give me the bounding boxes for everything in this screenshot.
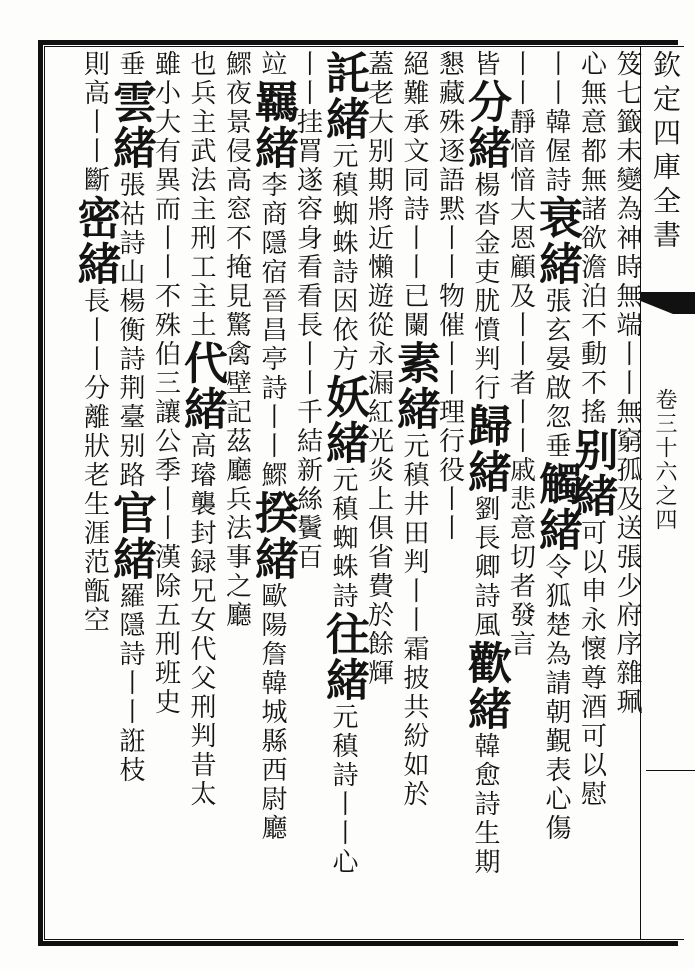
column-text: 者丨丨戚悲意切者發言 [505, 369, 536, 659]
column-text: 張祜詩山 [115, 171, 145, 287]
headword: 代緒 [176, 340, 227, 432]
column-text: 皆 [470, 50, 500, 79]
column-text: 藏殊逐語黙丨丨 [434, 79, 465, 282]
column-text: 千結新絲鬢百 [292, 398, 323, 572]
column-text: 丨丨挂罥遂容身 [292, 50, 323, 253]
text-column [612, 50, 642, 717]
column-text: 可以申永懷尊酒可以慰 [576, 519, 607, 809]
column-text: 歐陽詹韓城縣西尉廳 [257, 582, 287, 843]
column-text: 理行役丨丨 [434, 398, 465, 543]
headword: 素緒 [389, 340, 440, 432]
column-text: 雖小大有異而丨丨不殊 [150, 50, 181, 340]
column-text: 物催丨丨 [434, 282, 465, 398]
column-text: 長丨丨分離狀 [79, 287, 110, 461]
column-text: 壁記茲廳兵法事之廳 [221, 369, 252, 630]
text-column [389, 50, 440, 809]
text-column [566, 50, 618, 809]
headword: 分緒 [460, 79, 511, 171]
text-column [318, 50, 369, 877]
text-column [105, 50, 156, 785]
headword: 衰緒 [531, 195, 582, 287]
column-text: 元稹蜘蛛詩 [328, 466, 358, 611]
headword: 歡緒 [460, 640, 511, 732]
headword: 别緒 [566, 427, 618, 519]
headword: 往緒 [318, 611, 369, 703]
fish-tail-rule [646, 770, 695, 771]
column-text: 看看長丨丨 [292, 253, 323, 398]
column-text: 楊沓金吏肬憤判行 [470, 171, 500, 403]
headword: 妖緒 [318, 374, 369, 466]
text-column [176, 50, 227, 809]
column-text: 則 [79, 50, 110, 79]
text-column [69, 50, 121, 635]
headword: 託緒 [318, 50, 369, 142]
column-text: 高丨丨斷 [79, 79, 110, 195]
column-text: 元稹井田判丨丨霜披共紛如於 [399, 432, 429, 809]
column-text: 也兵主武法主刑工主土 [186, 50, 216, 340]
column-text: 蓋老大别期將近懶遊從 [363, 50, 394, 340]
column-text: 劉長卿詩風 [470, 495, 500, 640]
header-volume: 卷三十六之四 [652, 388, 677, 532]
headword: 揆緒 [247, 490, 298, 582]
text-column [531, 50, 582, 843]
headword: 官緒 [105, 490, 156, 582]
column-text: 老生涯范甑空 [79, 461, 110, 635]
column-text: 元稹蜘蛛詩因依方 [328, 142, 358, 374]
text-column [364, 50, 394, 688]
column-text: 竝 [257, 50, 287, 79]
column-text: 笈七籤未變為神時無端丨丨無窮孤及送張少府序雜珮 [612, 50, 642, 717]
column-text: 羅隱詩丨丨誑枝 [115, 582, 145, 785]
column-text: 垂 [115, 50, 145, 79]
column-text: 永漏紅光炎上俱省費於餘輝 [363, 340, 394, 688]
text-column [460, 50, 511, 877]
column-text: 懇 [434, 50, 465, 79]
column-text: 張玄晏啟忽垂 [541, 287, 571, 461]
column-text: 令狐楚為請朝覲表心傷 [541, 553, 571, 843]
text-column [435, 50, 465, 543]
column-text: 元稹詩丨丨心 [328, 703, 358, 877]
headword: 歸緒 [460, 403, 511, 495]
column-text: 絕難承文同詩丨丨已闌 [399, 50, 429, 340]
column-text: 高璿襲封録兄女代父刑判昔太 [186, 432, 216, 809]
column-text: 李商隱宿晉昌亭詩丨丨鰥 [257, 171, 287, 490]
column-text: 丨丨韓偓詩 [541, 50, 571, 195]
headword: 觸緒 [531, 461, 582, 553]
column-text: 楊衡詩荆臺别路 [115, 287, 145, 490]
text-column [247, 50, 298, 843]
headword: 密緒 [69, 195, 121, 287]
column-text: 大恩顧及丨丨 [505, 195, 536, 369]
column-text: 伯三讓公季丨丨漢除五刑班史 [150, 340, 181, 717]
column-text: 韓愈詩生期 [470, 732, 500, 877]
headword: 雲緒 [105, 79, 156, 171]
header-title: 欽定四庫全書 [649, 50, 682, 254]
column-text: 心無意都無諸欲澹泊不動不搖 [576, 50, 607, 427]
headword: 羈緒 [247, 79, 298, 171]
column-text: 丨丨靜愔愔 [505, 50, 536, 195]
column-text: 鰥夜景侵高窓不掩見驚禽 [221, 50, 252, 369]
